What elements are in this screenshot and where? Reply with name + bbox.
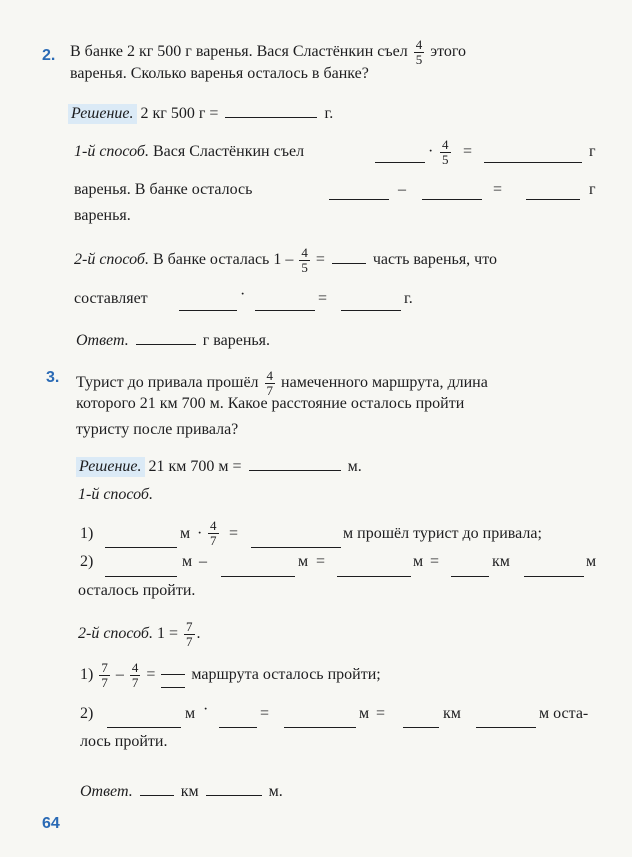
answer-blank[interactable] [221,563,295,577]
answer-blank[interactable] [136,331,196,345]
answer-blank[interactable] [225,104,317,118]
answer-blank[interactable] [179,297,237,311]
task-3-text-line-1: Турист до привала прошёл $\frac{4}{7}$ намеченного маршрута, длина [76,368,488,398]
method-2-label: 2-й способ. [74,251,149,269]
answer-blank[interactable] [526,186,580,200]
answer-blank[interactable] [422,186,482,200]
task-2-answer-line: Ответ. г варенья. [76,332,271,349]
task-2-method-1-line-2: варенья. В банке осталось [74,181,253,198]
task-3-number: 3. [46,369,60,386]
task-2-method-2-line-2: составляет [74,290,148,307]
fraction-4-5: $\frac{4}{5}$ [301,245,308,275]
answer-blank[interactable] [484,149,582,163]
method-2-label: 2-й способ. [78,625,153,643]
answer-blank[interactable] [251,534,341,548]
answer-blank[interactable] [524,563,584,577]
answer-blank[interactable] [451,563,489,577]
task-2-number: 2. [42,47,56,64]
task-2-method-1-line-1: 1-й способ. Вася Сластёнкин съел [74,143,305,160]
solution-label: Решение. [68,104,137,124]
answer-blank[interactable] [107,714,181,728]
task-2-method-1-line-3: варенья. [74,207,131,224]
fraction-4-7: $\frac{4}{7}$ [131,660,139,690]
blank-fraction[interactable] [161,664,185,688]
fraction-4-5: $\frac{4}{5}$ [442,137,449,167]
answer-blank[interactable] [255,297,315,311]
task-3-method-2-step-2-line-2: лось пройти. [80,733,168,750]
answer-blank[interactable] [329,186,389,200]
fraction-4-7: $\frac{4}{7}$ [210,518,217,548]
answer-blank[interactable] [206,782,262,796]
task-2-text-line-1 [70,38,466,67]
task-3-text-line-2: которого 21 км 700 м. Какое расстояние осталось пройти [76,395,465,412]
answer-blank[interactable] [375,149,425,163]
answer-blank[interactable] [341,297,401,311]
task-2-solution-line: Решение. 2 кг 500 г = г. [68,104,333,123]
fraction-7-7: $\frac{7}{7}$ [186,619,193,649]
task-3-text-line-3: туристу после привала? [76,421,239,438]
solution-label: Решение. [76,457,145,477]
task-2-text-b: этого [430,43,467,61]
task-2-method-2-line-1: 2-й способ. В банке осталась 1 – $\frac{4}{5}$ = часть варенья, что [74,245,498,275]
task-2-text-a: В банке 2 кг 500 г варенья. Вася Сластёнкин съел [70,43,408,61]
answer-blank[interactable] [337,563,411,577]
answer-blank[interactable] [105,563,177,577]
fraction-4-7: $\frac{4}{7}$ [266,368,274,398]
answer-label: Ответ. [80,783,133,800]
task-3-answer-line: Ответ. км м. [80,783,283,800]
answer-blank[interactable] [219,714,257,728]
task-3-method-2-step-1: 1) $\frac{7}{7}$ – $\frac{4}{7}$ = маршрута осталось пройти; [80,660,381,690]
fraction-7-7: $\frac{7}{7}$ [101,660,108,690]
answer-blank[interactable] [140,782,174,796]
task-3-solution-line: Решение. 21 км 700 м = м. [76,457,362,476]
answer-blank[interactable] [249,457,341,471]
page-number: 64 [42,815,60,832]
answer-blank[interactable] [284,714,356,728]
answer-blank[interactable] [105,534,177,548]
answer-blank[interactable] [332,250,366,264]
task-3-method-2-line: 2-й способ. 1 = $\frac{7}{7}$ . [78,619,201,649]
task-2-text-line-2: варенья. Сколько варенья осталось в банке? [70,65,369,82]
task-3-step-2-line-2: осталось пройти. [78,582,196,599]
answer-blank[interactable] [403,714,439,728]
fraction-4-5: $\frac{4}{5}$ [415,37,423,67]
answer-label: Ответ. [76,332,129,349]
task-3-method-1-label: 1-й способ. [78,486,153,503]
method-1-label: 1-й способ. [74,143,149,160]
answer-blank[interactable] [476,714,536,728]
